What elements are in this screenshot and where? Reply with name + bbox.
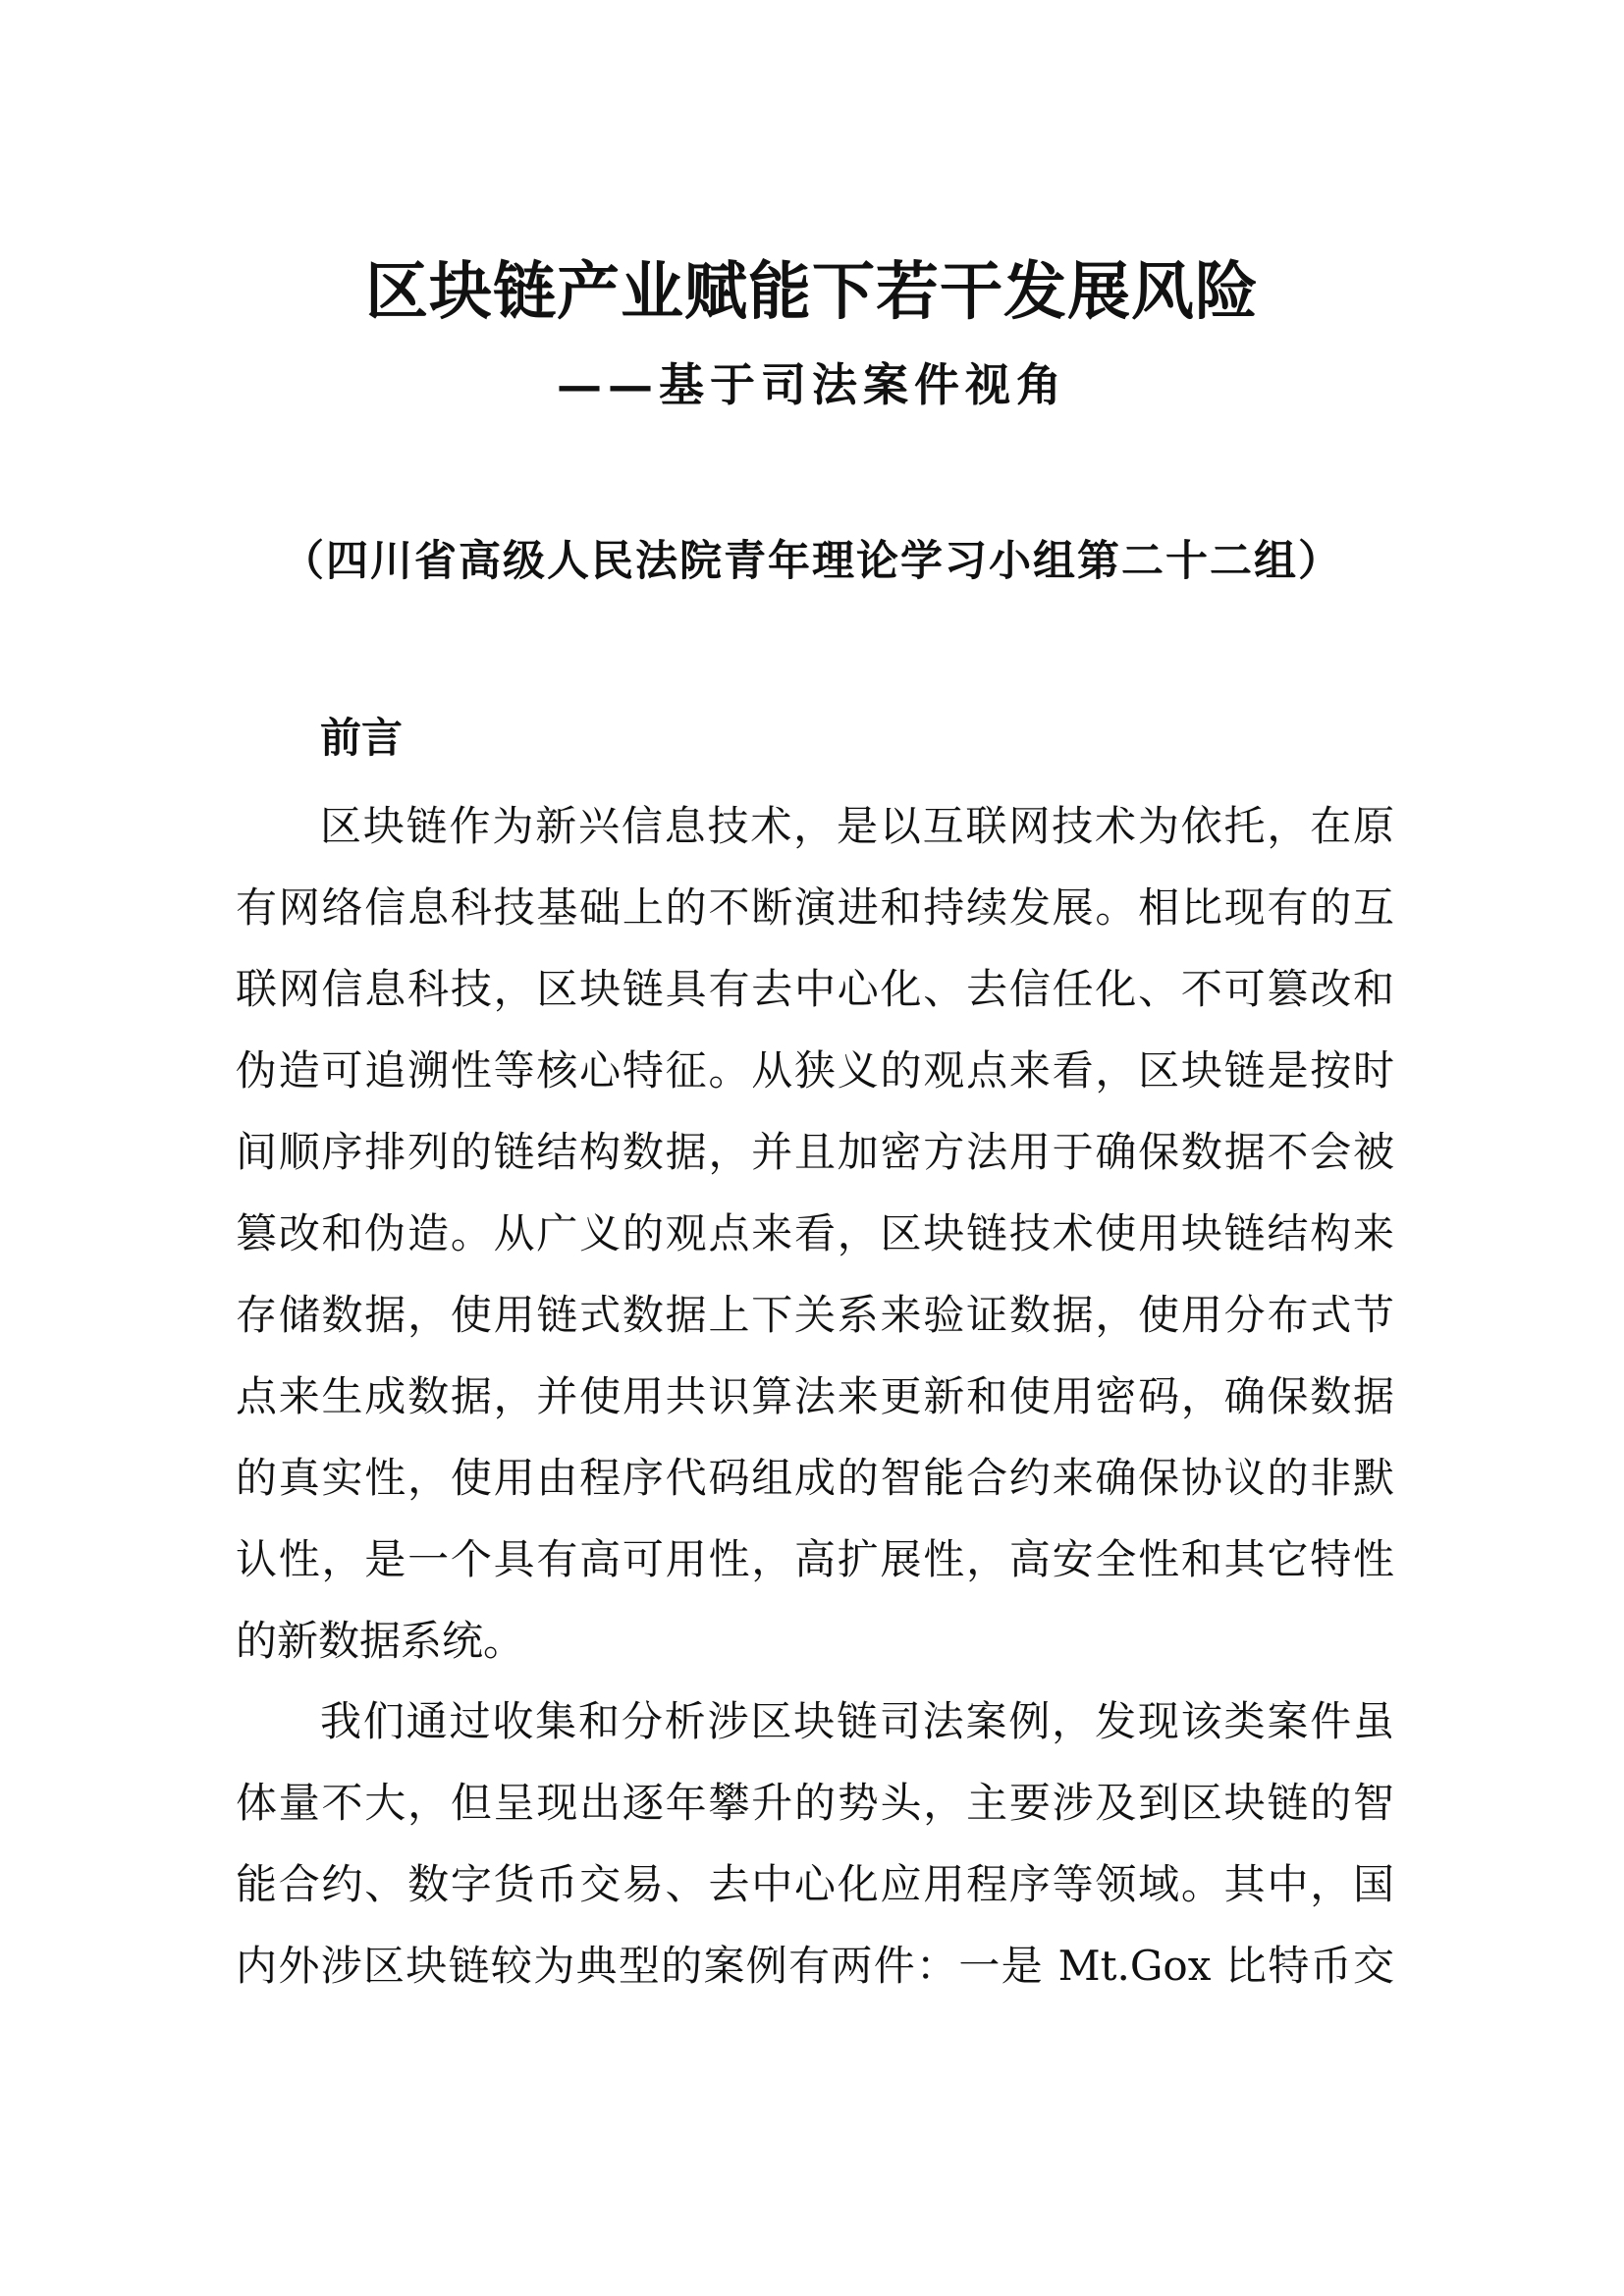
paragraph-line: 能合约、数字货币交易、去中心化应用程序等领域。其中，国 bbox=[236, 1860, 1394, 1908]
section-heading: 前言 bbox=[320, 714, 404, 762]
paragraph-2 bbox=[236, 1681, 1394, 2006]
paragraph-line: 存储数据，使用链式数据上下关系来验证数据，使用分布式节 bbox=[236, 1291, 1394, 1339]
paragraph-line: 的真实性，使用由程序代码组成的智能合约来确保协议的非默 bbox=[236, 1454, 1394, 1502]
paragraph-line: 点来生成数据，并使用共识算法来更新和使用密码，确保数据 bbox=[236, 1372, 1394, 1420]
paragraph-line: 间顺序排列的链结构数据，并且加密方法用于确保数据不会被 bbox=[236, 1128, 1394, 1176]
document-subtitle: ——基于司法案件视角 bbox=[557, 358, 1067, 411]
author-line: （四川省高级人民法院青年理论学习小组第二十二组） bbox=[282, 537, 1342, 586]
paragraph-line: 伪造可追溯性等核心特征。从狭义的观点来看，区块链是按时 bbox=[236, 1046, 1394, 1095]
paragraph-line: 有网络信息科技基础上的不断演进和持续发展。相比现有的互 bbox=[236, 883, 1394, 932]
document-title: 区块链产业赋能下若干发展风险 bbox=[365, 255, 1259, 329]
paragraph-line: 认性，是一个具有高可用性，高扩展性，高安全性和其它特性 bbox=[236, 1535, 1394, 1583]
paragraph-line: 的新数据系统。 bbox=[236, 1617, 525, 1665]
paragraph-line: 体量不大，但呈现出逐年攀升的势头，主要涉及到区块链的智 bbox=[236, 1779, 1394, 1827]
paragraph-line: 我们通过收集和分析涉区块链司法案例，发现该类案件虽 bbox=[320, 1697, 1394, 1745]
paragraph-line: 内外涉区块链较为典型的案例有两件：一是 Mt.Gox 比特币交 bbox=[236, 1942, 1394, 1990]
paragraph-1 bbox=[236, 785, 1394, 1682]
paragraph-line: 联网信息科技，区块链具有去中心化、去信任化、不可篡改和 bbox=[236, 965, 1394, 1013]
paragraph-line: 区块链作为新兴信息技术，是以互联网技术为依托，在原 bbox=[320, 802, 1394, 850]
paragraph-line: 篡改和伪造。从广义的观点来看，区块链技术使用块链结构来 bbox=[236, 1209, 1394, 1257]
